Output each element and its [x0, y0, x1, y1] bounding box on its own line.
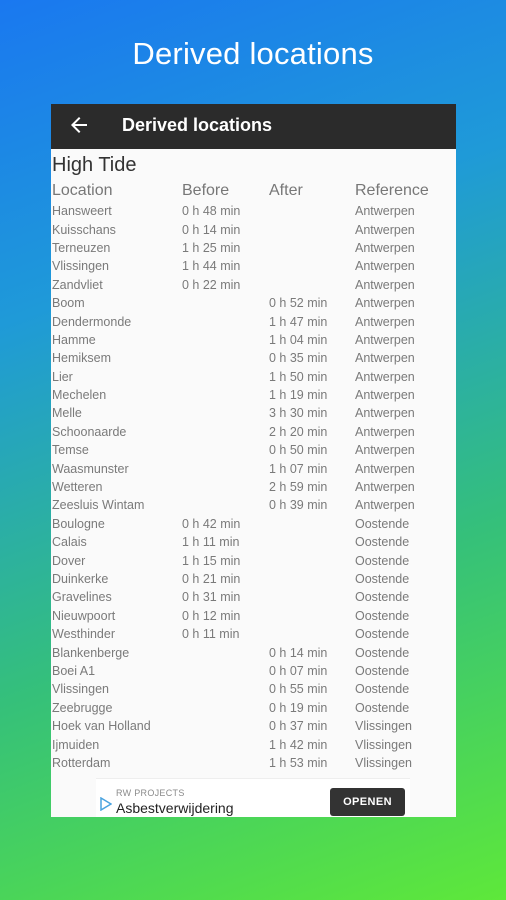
- cell-location: Mechelen: [52, 388, 107, 403]
- table-row: [52, 368, 456, 386]
- cell-after: 1 h 07 min: [269, 461, 328, 476]
- table-row: [52, 202, 456, 220]
- app-bar: [51, 104, 456, 149]
- cell-after: 0 h 39 min: [269, 498, 328, 513]
- cell-after: 2 h 20 min: [269, 424, 328, 439]
- cell-after: 1 h 42 min: [269, 737, 328, 752]
- table-row: [52, 680, 456, 698]
- cell-reference: Antwerpen: [355, 314, 415, 329]
- cell-reference: Oostende: [355, 700, 410, 715]
- cell-location: Hoek van Holland: [52, 719, 151, 734]
- cell-reference: Antwerpen: [355, 277, 415, 292]
- table-row: [52, 515, 456, 533]
- cell-after: 0 h 14 min: [269, 645, 328, 660]
- cell-location: Temse: [52, 443, 89, 458]
- cell-reference: Antwerpen: [355, 406, 415, 421]
- cell-location: Boom: [52, 296, 85, 311]
- table-row: [52, 588, 456, 606]
- cell-after: 1 h 53 min: [269, 755, 328, 770]
- cell-reference: Oostende: [355, 572, 410, 586]
- table-row: [52, 349, 456, 367]
- derived-locations-table: [52, 180, 456, 772]
- cell-location: Schoonaarde: [52, 424, 127, 439]
- cell-reference: Antwerpen: [355, 443, 415, 458]
- cell-before: 0 h 48 min: [182, 204, 241, 219]
- table-row: [52, 386, 456, 404]
- cell-after: 0 h 55 min: [269, 682, 328, 697]
- cell-reference: Antwerpen: [355, 296, 415, 311]
- cell-before: 0 h 31 min: [182, 590, 241, 605]
- cell-after: 0 h 07 min: [269, 663, 328, 678]
- table-row: [52, 294, 456, 312]
- cell-reference: Oostende: [355, 663, 410, 678]
- cell-location: Melle: [52, 406, 82, 421]
- cell-reference: Antwerpen: [355, 351, 415, 366]
- cell-location: Calais: [52, 535, 87, 550]
- table-row: [52, 625, 456, 643]
- cell-location: Ijmuiden: [52, 737, 100, 752]
- table-row: [52, 257, 456, 275]
- cell-reference: Vlissingen: [355, 755, 412, 770]
- cell-reference: Oostende: [355, 627, 410, 642]
- cell-reference: Antwerpen: [355, 222, 415, 237]
- table-header: [52, 180, 456, 202]
- cell-location: Boei A1: [52, 663, 96, 678]
- ad-open-button[interactable]: OPENEN: [330, 788, 405, 816]
- cell-after: 3 h 30 min: [269, 406, 328, 421]
- cell-location: Waasmunster: [52, 461, 129, 476]
- cell-location: Hemiksem: [52, 351, 112, 366]
- cell-location: Westhinder: [52, 627, 115, 642]
- cell-reference: Vlissingen: [355, 737, 412, 752]
- cell-reference: Oostende: [355, 645, 410, 660]
- cell-location: Zandvliet: [52, 277, 103, 292]
- cell-before: 1 h 25 min: [182, 240, 241, 255]
- table-row: [52, 312, 456, 330]
- cell-location: Dover: [52, 553, 86, 568]
- table-row: [52, 662, 456, 680]
- phone-screen: [51, 104, 456, 817]
- cell-after: 0 h 50 min: [269, 443, 328, 458]
- table-row: [52, 533, 456, 551]
- header-reference: Reference: [355, 182, 429, 199]
- cell-location: Nieuwpoort: [52, 608, 116, 623]
- table-row: [52, 459, 456, 477]
- table-row: [52, 754, 456, 772]
- cell-after: 0 h 37 min: [269, 719, 328, 734]
- cell-after: 0 h 19 min: [269, 700, 328, 715]
- cell-reference: Oostende: [355, 535, 410, 550]
- cell-location: Hamme: [52, 332, 96, 347]
- table-row: [52, 643, 456, 661]
- cell-reference: Oostende: [355, 590, 410, 605]
- table-row: [52, 423, 456, 441]
- table-row: [52, 699, 456, 717]
- table-row: [52, 570, 456, 588]
- ad-choices-icon[interactable]: [100, 797, 112, 811]
- cell-location: Zeesluis Wintam: [52, 498, 145, 513]
- cell-location: Boulogne: [52, 516, 105, 531]
- table-row: [52, 441, 456, 459]
- table-row: [52, 404, 456, 422]
- ad-headline: Asbestverwijdering: [116, 800, 234, 816]
- cell-reference: Antwerpen: [355, 498, 415, 513]
- cell-location: Blankenberge: [52, 645, 130, 660]
- cell-location: Hansweert: [52, 204, 112, 219]
- cell-reference: Antwerpen: [355, 461, 415, 476]
- cell-reference: Antwerpen: [355, 240, 415, 255]
- table-row: [52, 220, 456, 238]
- cell-reference: Antwerpen: [355, 204, 415, 219]
- table-row: [52, 276, 456, 294]
- cell-after: 2 h 59 min: [269, 480, 328, 495]
- ad-banner[interactable]: [96, 778, 410, 817]
- promo-title: Derived locations: [132, 36, 374, 71]
- cell-reference: Oostende: [355, 516, 410, 531]
- cell-reference: Antwerpen: [355, 480, 415, 495]
- section-title: High Tide: [52, 154, 137, 176]
- cell-location: Vlissingen: [52, 682, 109, 697]
- cell-reference: Antwerpen: [355, 259, 415, 274]
- cell-location: Rotterdam: [52, 755, 111, 770]
- cell-before: 1 h 11 min: [182, 535, 240, 550]
- table-row: [52, 478, 456, 496]
- cell-reference: Antwerpen: [355, 369, 415, 384]
- cell-before: 0 h 22 min: [182, 277, 241, 292]
- table-row: [52, 331, 456, 349]
- cell-location: Kuisschans: [52, 222, 116, 237]
- table-row: [52, 735, 456, 753]
- cell-after: 1 h 19 min: [269, 388, 328, 403]
- table-row: [52, 496, 456, 514]
- cell-reference: Oostende: [355, 682, 410, 697]
- cell-reference: Oostende: [355, 608, 410, 623]
- header-before: Before: [182, 182, 230, 199]
- cell-reference: Oostende: [355, 553, 410, 568]
- cell-location: Dendermonde: [52, 314, 132, 329]
- table-row: [52, 551, 456, 569]
- ad-sponsor: RW PROJECTS: [116, 788, 185, 798]
- table-row: [52, 607, 456, 625]
- cell-before: 0 h 21 min: [182, 572, 241, 586]
- cell-before: 1 h 15 min: [182, 553, 241, 568]
- cell-before: 0 h 12 min: [182, 608, 241, 623]
- cell-location: Wetteren: [52, 480, 103, 495]
- cell-location: Gravelines: [52, 590, 112, 605]
- cell-before: 0 h 42 min: [182, 516, 241, 531]
- back-arrow-icon[interactable]: [67, 113, 91, 137]
- cell-after: 1 h 04 min: [269, 332, 328, 347]
- cell-reference: Vlissingen: [355, 719, 412, 734]
- cell-location: Vlissingen: [52, 259, 109, 274]
- app-bar-title: Derived locations: [122, 115, 273, 135]
- cell-before: 0 h 14 min: [182, 222, 241, 237]
- header-location: Location: [52, 182, 113, 199]
- header-after: After: [269, 182, 303, 199]
- table-row: [52, 717, 456, 735]
- table-body: [52, 202, 456, 772]
- cell-before: 0 h 11 min: [182, 627, 240, 642]
- cell-reference: Antwerpen: [355, 388, 415, 403]
- cell-reference: Antwerpen: [355, 332, 415, 347]
- cell-after: 1 h 47 min: [269, 314, 328, 329]
- table-row: [52, 239, 456, 257]
- cell-location: Zeebrugge: [52, 700, 113, 715]
- cell-reference: Antwerpen: [355, 424, 415, 439]
- cell-before: 1 h 44 min: [182, 259, 241, 274]
- cell-location: Lier: [52, 369, 73, 384]
- cell-after: 0 h 35 min: [269, 351, 328, 366]
- cell-after: 1 h 50 min: [269, 369, 328, 384]
- cell-location: Duinkerke: [52, 572, 109, 586]
- cell-after: 0 h 52 min: [269, 296, 328, 311]
- cell-location: Terneuzen: [52, 240, 111, 255]
